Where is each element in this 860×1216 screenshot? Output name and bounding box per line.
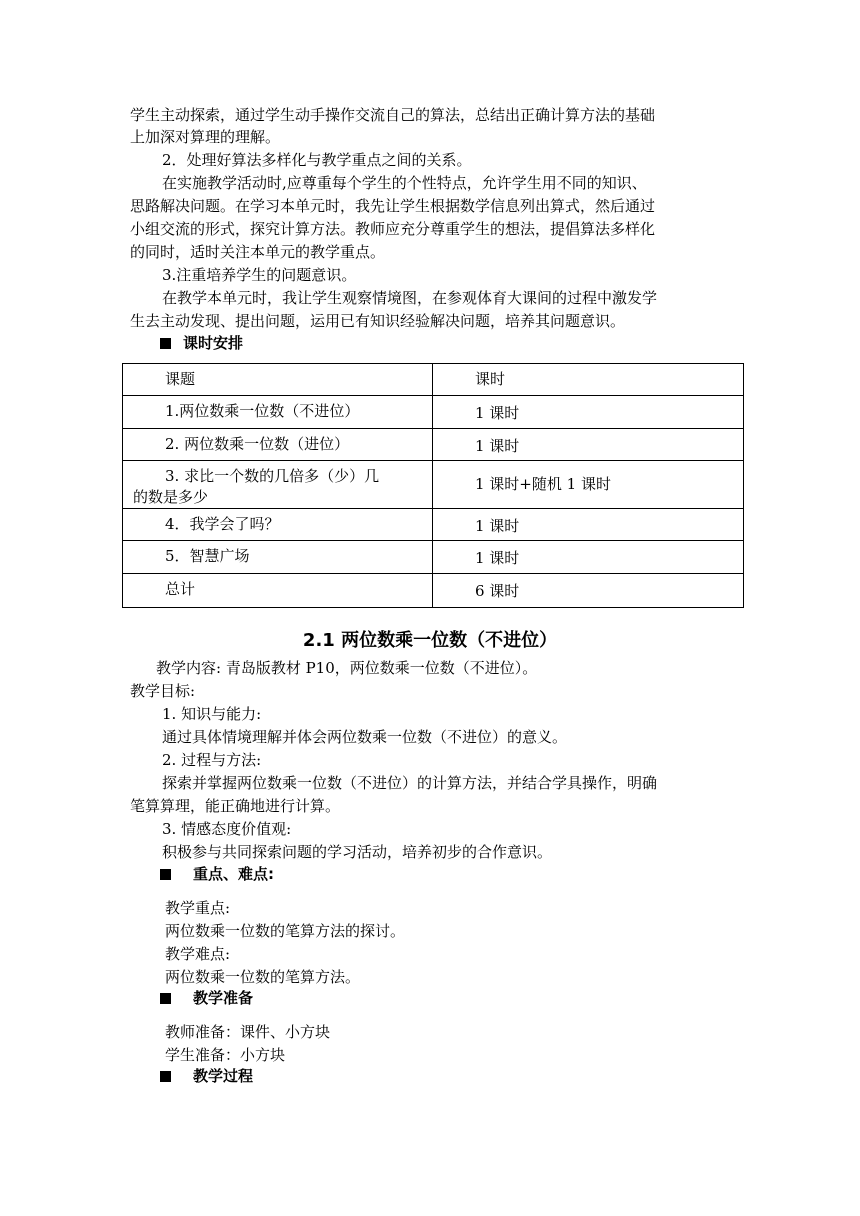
schedule-heading-text: 课时安排 (183, 334, 244, 352)
intro-line-10: 生去主动发现、提出问题，运用已有知识经验解决问题，培养其问题意识。 (130, 312, 626, 330)
row-topic: 1.两位数乘一位数（不进位） (165, 402, 360, 420)
schedule-heading (160, 332, 243, 354)
row-hours: 1 课时 (475, 517, 520, 535)
goal2-text-line1: 探索并掌握两位数乘一位数（不进位）的计算方法，并结合学具操作，明确 (162, 774, 658, 792)
process-heading (160, 1065, 253, 1087)
prep-heading (160, 987, 253, 1009)
difficult-text: 两位数乘一位数的笔算方法。 (165, 968, 361, 986)
square-bullet-icon (160, 993, 171, 1004)
goal3-label: 3. 情感态度价值观: (162, 820, 292, 838)
key-text: 两位数乘一位数的笔算方法的探讨。 (165, 922, 406, 940)
schedule-table (122, 363, 744, 608)
header-topic: 课题 (123, 364, 433, 396)
table-row (123, 509, 744, 541)
square-bullet-icon (160, 869, 171, 880)
intro-line-2: 上加深对算理的理解。 (130, 128, 281, 146)
row-topic-line1: 3. 求比一个数的几倍多（少）几 (165, 467, 380, 485)
header-hours: 课时 (433, 364, 744, 396)
row-hours: 1 课时 (475, 549, 520, 567)
table-row (123, 429, 744, 461)
prep-teacher: 教师准备：课件、小方块 (165, 1023, 331, 1041)
intro-line-9: 在教学本单元时，我让学生观察情境图，在参观体育大课间的过程中激发学 (162, 289, 658, 307)
intro-line-7: 的同时，适时关注本单元的教学重点。 (130, 243, 386, 261)
lesson-content: 教学内容: 青岛版教材 P10，两位数乘一位数（不进位）。 (156, 659, 538, 677)
goal2-text-line2: 笔算算理，能正确地进行计算。 (130, 797, 341, 815)
intro-line-3: 2．处理好算法多样化与教学重点之间的关系。 (162, 151, 472, 169)
row-hours: 1 课时 (475, 404, 520, 422)
goal1-text: 通过具体情境理解并体会两位数乘一位数（不进位）的意义。 (162, 728, 568, 746)
row-topic-line2: 的数是多少 (133, 488, 209, 506)
key-heading (160, 863, 274, 885)
row-topic: 4．我学会了吗？ (165, 515, 280, 533)
prep-heading-text: 教学准备 (193, 989, 254, 1007)
table-row (123, 396, 744, 429)
intro-line-1: 学生主动探索，通过学生动手操作交流自己的算法，总结出正确计算方法的基础 (130, 106, 656, 124)
row-hours: 1 课时 (475, 437, 520, 455)
intro-line-8: 3.注重培养学生的问题意识。 (162, 266, 357, 284)
row-hours: 6 课时 (475, 582, 520, 600)
square-bullet-icon (160, 338, 171, 349)
goal1-label: 1. 知识与能力: (162, 705, 262, 723)
table-row (123, 541, 744, 574)
intro-line-4: 在实施教学活动时,应尊重每个学生的个性特点，允许学生用不同的知识、 (162, 174, 647, 192)
key-heading-text: 重点、难点: (193, 865, 274, 883)
row-topic: 5．智慧广场 (165, 547, 250, 565)
process-heading-text: 教学过程 (193, 1067, 254, 1085)
square-bullet-icon (160, 1071, 171, 1082)
table-row-total (123, 574, 744, 608)
table-row (123, 461, 744, 509)
row-topic: 总计 (165, 580, 196, 598)
table-header-row (123, 364, 744, 396)
row-topic: 2. 两位数乘一位数（进位） (165, 435, 350, 453)
lesson-title: 2.1 两位数乘一位数（不进位） (302, 630, 558, 651)
difficult-label: 教学难点: (165, 945, 231, 963)
goal2-label: 2. 过程与方法: (162, 751, 262, 769)
intro-line-5: 思路解决问题。在学习本单元时，我先让学生根据数学信息列出算式，然后通过 (130, 197, 656, 215)
row-hours: 1 课时+随机 1 课时 (475, 475, 611, 493)
intro-line-6: 小组交流的形式，探究计算方法。教师应充分尊重学生的想法，提倡算法多样化 (130, 220, 656, 238)
key-label: 教学重点: (165, 899, 231, 917)
prep-student: 学生准备：小方块 (165, 1046, 286, 1064)
goal3-text: 积极参与共同探索问题的学习活动，培养初步的合作意识。 (162, 843, 553, 861)
goals-label: 教学目标: (130, 682, 196, 700)
